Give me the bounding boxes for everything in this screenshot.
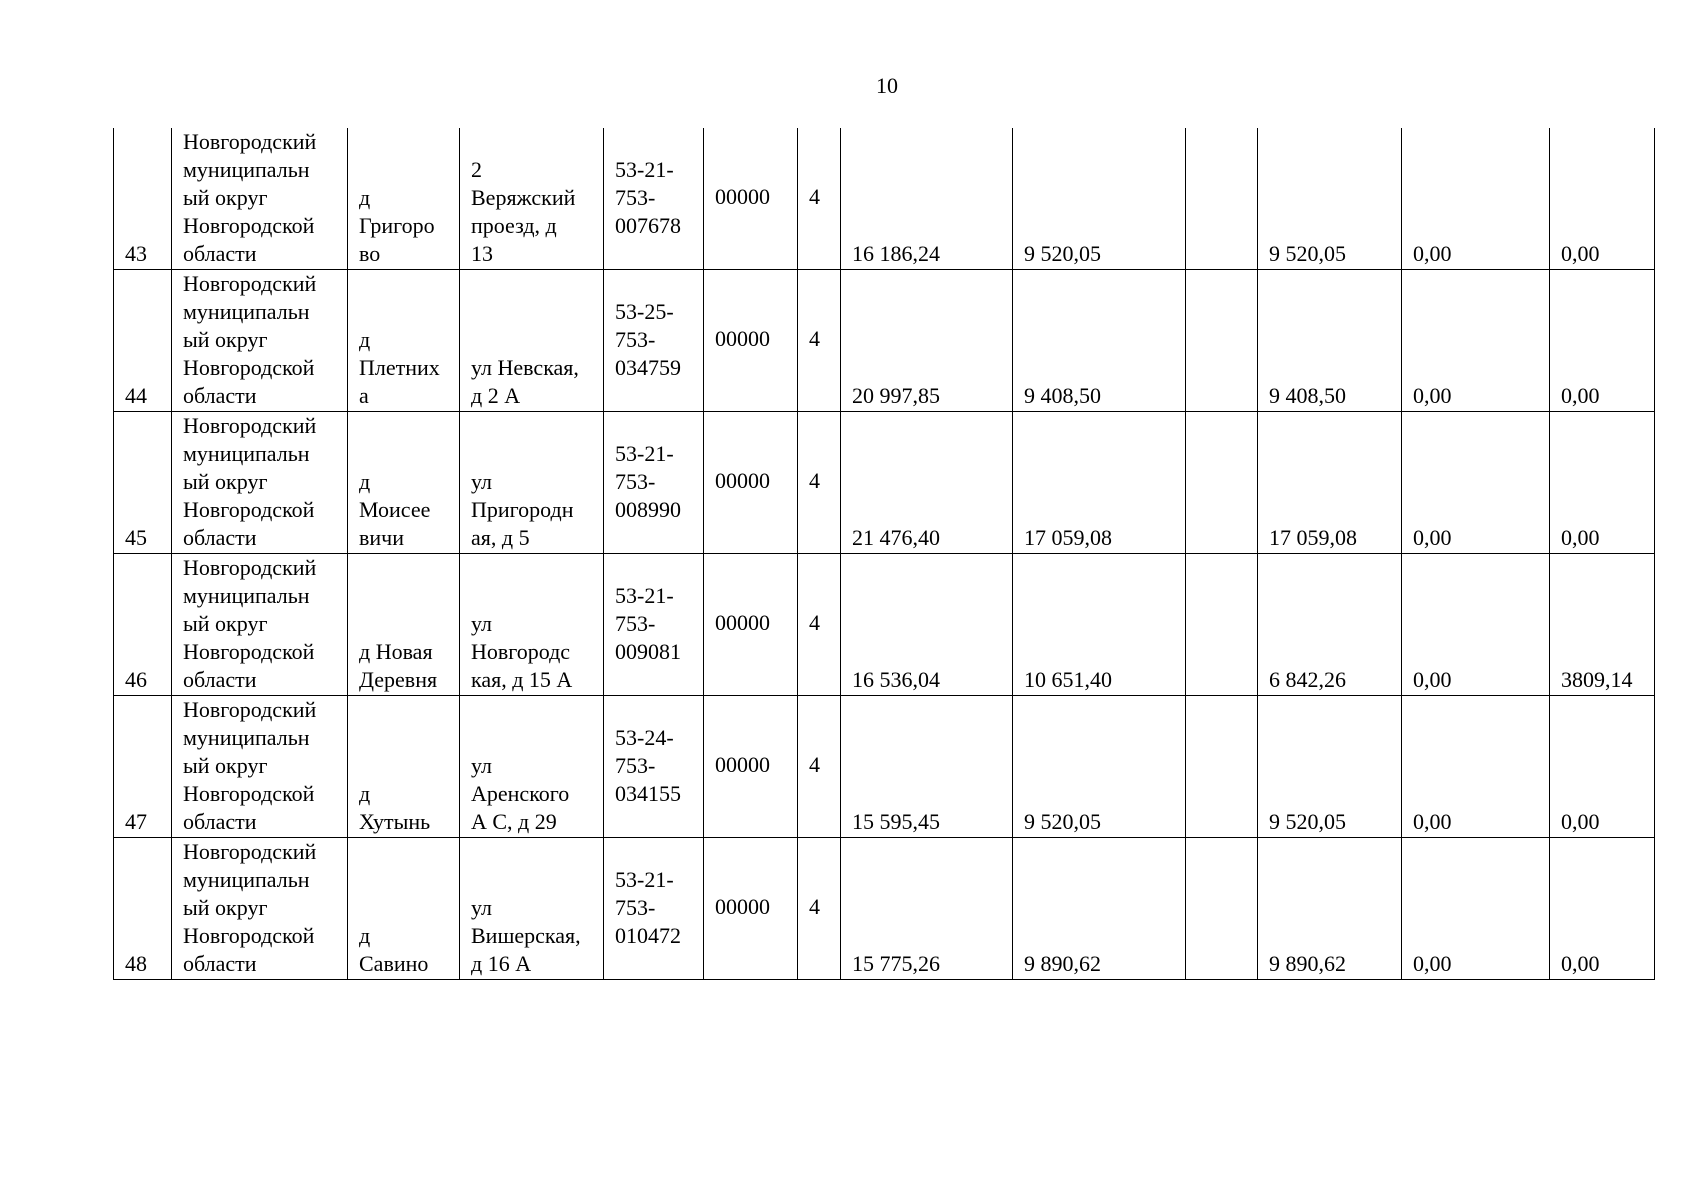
code-line: 753- [615,185,656,210]
municipality-line: Новгородской [183,355,315,380]
value-3-cell [1186,838,1258,980]
cell-total: 16 536,04 [852,667,940,692]
street-cell [460,838,604,980]
value-5-cell [1402,554,1550,696]
cell-v6: 0,00 [1561,951,1600,976]
total-cost-cell [841,696,1013,838]
cell-v2: 9 890,62 [1024,951,1101,976]
street-line: д 2 А [471,383,521,408]
street-line: Аренского [471,781,570,806]
municipality-cell [172,128,348,270]
cell-v4: 9 408,50 [1269,383,1346,408]
cell-num: 43 [125,241,147,266]
cell-v5: 0,00 [1413,951,1452,976]
municipality-cell [172,554,348,696]
value-3-cell [1186,270,1258,412]
cell-v6: 0,00 [1561,525,1600,550]
street-line: Веряжский [471,185,576,210]
code-cell [704,554,798,696]
value-6-cell [1550,554,1655,696]
value-4-cell [1258,838,1402,980]
cell-total: 15 595,45 [852,809,940,834]
cadastral-code-cell [604,270,704,412]
code-line: 53-25- [615,299,674,324]
code-cell [704,838,798,980]
value-4-cell [1258,696,1402,838]
street-line: ул Невская, [471,355,579,380]
settlement-line: д [359,469,371,494]
code-line: 753- [615,327,656,352]
settlement-line: д [359,923,371,948]
cell-v6: 0,00 [1561,809,1600,834]
settlement-cell [348,838,460,980]
street-line: ул [471,753,493,778]
cell-num: 46 [125,667,147,692]
street-line: 2 [471,157,482,182]
municipality-line: Новгородской [183,781,315,806]
settlement-line: д [359,781,371,806]
street-cell [460,128,604,270]
cell-total: 15 775,26 [852,951,940,976]
value-6-cell [1550,696,1655,838]
category-cell [798,696,841,838]
cell-v2: 9 408,50 [1024,383,1101,408]
cell-v4: 9 890,62 [1269,951,1346,976]
cell-c6: 00000 [715,468,770,493]
code-line: 53-21- [615,157,674,182]
code-line: 53-21- [615,441,674,466]
cell-v2: 9 520,05 [1024,241,1101,266]
cell-c6: 00000 [715,894,770,919]
value-4-cell [1258,554,1402,696]
value-4-cell [1258,270,1402,412]
settlement-line: Савино [359,951,429,976]
settlement-line: Моисее [359,497,431,522]
municipality-line: муниципальн [183,157,310,182]
code-line: 53-21- [615,867,674,892]
category-cell [798,412,841,554]
code-line: 53-21- [615,583,674,608]
municipality-cell [172,838,348,980]
municipality-line: Новгородский [183,555,317,580]
category-cell [798,270,841,412]
code-line: 753- [615,469,656,494]
cell-v4: 9 520,05 [1269,809,1346,834]
cell-num: 47 [125,809,147,834]
settlement-cell [348,554,460,696]
value-2-cell [1013,128,1186,270]
value-3-cell [1186,696,1258,838]
cell-v4: 9 520,05 [1269,241,1346,266]
cell-c6: 00000 [715,326,770,351]
code-line: 753- [615,611,656,636]
settlement-line: во [359,241,381,266]
cell-v5: 0,00 [1413,241,1452,266]
street-line: ая, д 5 [471,525,530,550]
code-cell [704,696,798,838]
code-line: 034759 [615,355,681,380]
street-line: А С, д 29 [471,809,557,834]
code-line: 034155 [615,781,681,806]
municipality-line: области [183,667,257,692]
cell-total: 16 186,24 [852,241,940,266]
value-2-cell [1013,696,1186,838]
settlement-line: д Новая [359,639,433,664]
settlement-cell [348,128,460,270]
cadastral-code-cell [604,554,704,696]
street-line: кая, д 15 А [471,667,573,692]
code-line: 007678 [615,213,681,238]
cell-v6: 3809,14 [1561,667,1633,692]
municipality-line: муниципальн [183,867,310,892]
total-cost-cell [841,270,1013,412]
cell-v4: 17 059,08 [1269,525,1357,550]
municipality-line: Новгородский [183,271,317,296]
municipality-line: ый округ [183,327,268,352]
value-5-cell [1402,696,1550,838]
cell-v5: 0,00 [1413,525,1452,550]
value-6-cell [1550,838,1655,980]
value-5-cell [1402,412,1550,554]
municipality-line: Новгородской [183,923,315,948]
municipality-line: области [183,809,257,834]
cell-total: 21 476,40 [852,525,940,550]
category-cell [798,128,841,270]
municipality-line: ый округ [183,185,268,210]
municipality-line: Новгородский [183,413,317,438]
code-line: 53-24- [615,725,674,750]
street-cell [460,696,604,838]
cadastral-code-cell [604,128,704,270]
total-cost-cell [841,838,1013,980]
table-row [114,554,1655,696]
code-line: 008990 [615,497,681,522]
municipality-line: Новгородский [183,839,317,864]
street-line: д 16 А [471,951,532,976]
cell-c7: 4 [809,894,820,919]
value-4-cell [1258,412,1402,554]
code-line: 753- [615,895,656,920]
municipality-line: области [183,525,257,550]
total-cost-cell [841,412,1013,554]
municipality-line: области [183,383,257,408]
code-cell [704,128,798,270]
street-line: Пригородн [471,497,574,522]
page-number: 10 [876,73,898,98]
settlement-line: Деревня [359,667,438,692]
cell-c7: 4 [809,468,820,493]
category-cell [798,554,841,696]
settlement-cell [348,412,460,554]
municipality-cell [172,270,348,412]
value-5-cell [1402,128,1550,270]
cell-v2: 10 651,40 [1024,667,1112,692]
street-line: ул [471,611,493,636]
cell-v2: 9 520,05 [1024,809,1101,834]
cell-num: 45 [125,525,147,550]
street-line: ул [471,895,493,920]
value-5-cell [1402,838,1550,980]
total-cost-cell [841,554,1013,696]
street-cell [460,412,604,554]
street-line: проезд, д [471,213,557,238]
municipality-cell [172,412,348,554]
value-2-cell [1013,412,1186,554]
row-number-cell [114,696,172,838]
value-4-cell [1258,128,1402,270]
cell-v6: 0,00 [1561,241,1600,266]
municipality-line: области [183,241,257,266]
cell-num: 44 [125,383,147,408]
row-number-cell [114,838,172,980]
cell-v4: 6 842,26 [1269,667,1346,692]
street-cell [460,270,604,412]
cell-v5: 0,00 [1413,383,1452,408]
cell-c7: 4 [809,610,820,635]
row-number-cell [114,554,172,696]
table-row [114,412,1655,554]
municipality-line: Новгородской [183,497,315,522]
table-body [114,128,1655,980]
table-row [114,270,1655,412]
value-6-cell [1550,270,1655,412]
cell-num: 48 [125,951,147,976]
municipality-line: муниципальн [183,725,310,750]
cell-v5: 0,00 [1413,667,1452,692]
value-2-cell [1013,838,1186,980]
municipality-line: области [183,951,257,976]
cell-c7: 4 [809,752,820,777]
municipality-cell [172,696,348,838]
cell-v2: 17 059,08 [1024,525,1112,550]
municipality-line: муниципальн [183,299,310,324]
code-cell [704,412,798,554]
municipality-line: муниципальн [183,583,310,608]
cadastral-code-cell [604,412,704,554]
municipality-line: Новгородской [183,213,315,238]
cell-c7: 4 [809,326,820,351]
municipality-line: Новгородской [183,639,315,664]
code-line: 010472 [615,923,681,948]
settlement-line: д [359,185,371,210]
cell-c6: 00000 [715,752,770,777]
cell-c7: 4 [809,184,820,209]
municipality-line: Новгородский [183,129,317,154]
code-cell [704,270,798,412]
municipality-line: Новгородский [183,697,317,722]
category-cell [798,838,841,980]
municipality-line: ый округ [183,753,268,778]
settlement-cell [348,696,460,838]
street-cell [460,554,604,696]
code-line: 753- [615,753,656,778]
table-row [114,696,1655,838]
cell-v6: 0,00 [1561,383,1600,408]
cadastral-code-cell [604,838,704,980]
row-number-cell [114,128,172,270]
value-3-cell [1186,554,1258,696]
value-2-cell [1013,554,1186,696]
cell-c6: 00000 [715,610,770,635]
value-3-cell [1186,128,1258,270]
value-6-cell [1550,128,1655,270]
value-3-cell [1186,412,1258,554]
total-cost-cell [841,128,1013,270]
cell-c6: 00000 [715,184,770,209]
municipality-line: ый округ [183,611,268,636]
municipality-line: ый округ [183,895,268,920]
settlement-cell [348,270,460,412]
street-line: Новгородс [471,639,571,664]
settlement-line: а [359,383,369,408]
settlement-line: Плетних [359,355,440,380]
value-5-cell [1402,270,1550,412]
street-line: 13 [471,241,493,266]
street-line: ул [471,469,493,494]
municipality-line: ый округ [183,469,268,494]
street-line: Вишерская, [471,923,581,948]
settlement-line: вичи [359,525,404,550]
cell-v5: 0,00 [1413,809,1452,834]
value-2-cell [1013,270,1186,412]
row-number-cell [114,412,172,554]
row-number-cell [114,270,172,412]
housing-table [113,128,1655,980]
code-line: 009081 [615,639,681,664]
table-row [114,838,1655,980]
settlement-line: Григоро [359,213,435,238]
cadastral-code-cell [604,696,704,838]
municipality-line: муниципальн [183,441,310,466]
value-6-cell [1550,412,1655,554]
settlement-line: Хутынь [359,809,431,834]
table-row [114,128,1655,270]
cell-total: 20 997,85 [852,383,940,408]
settlement-line: д [359,327,371,352]
